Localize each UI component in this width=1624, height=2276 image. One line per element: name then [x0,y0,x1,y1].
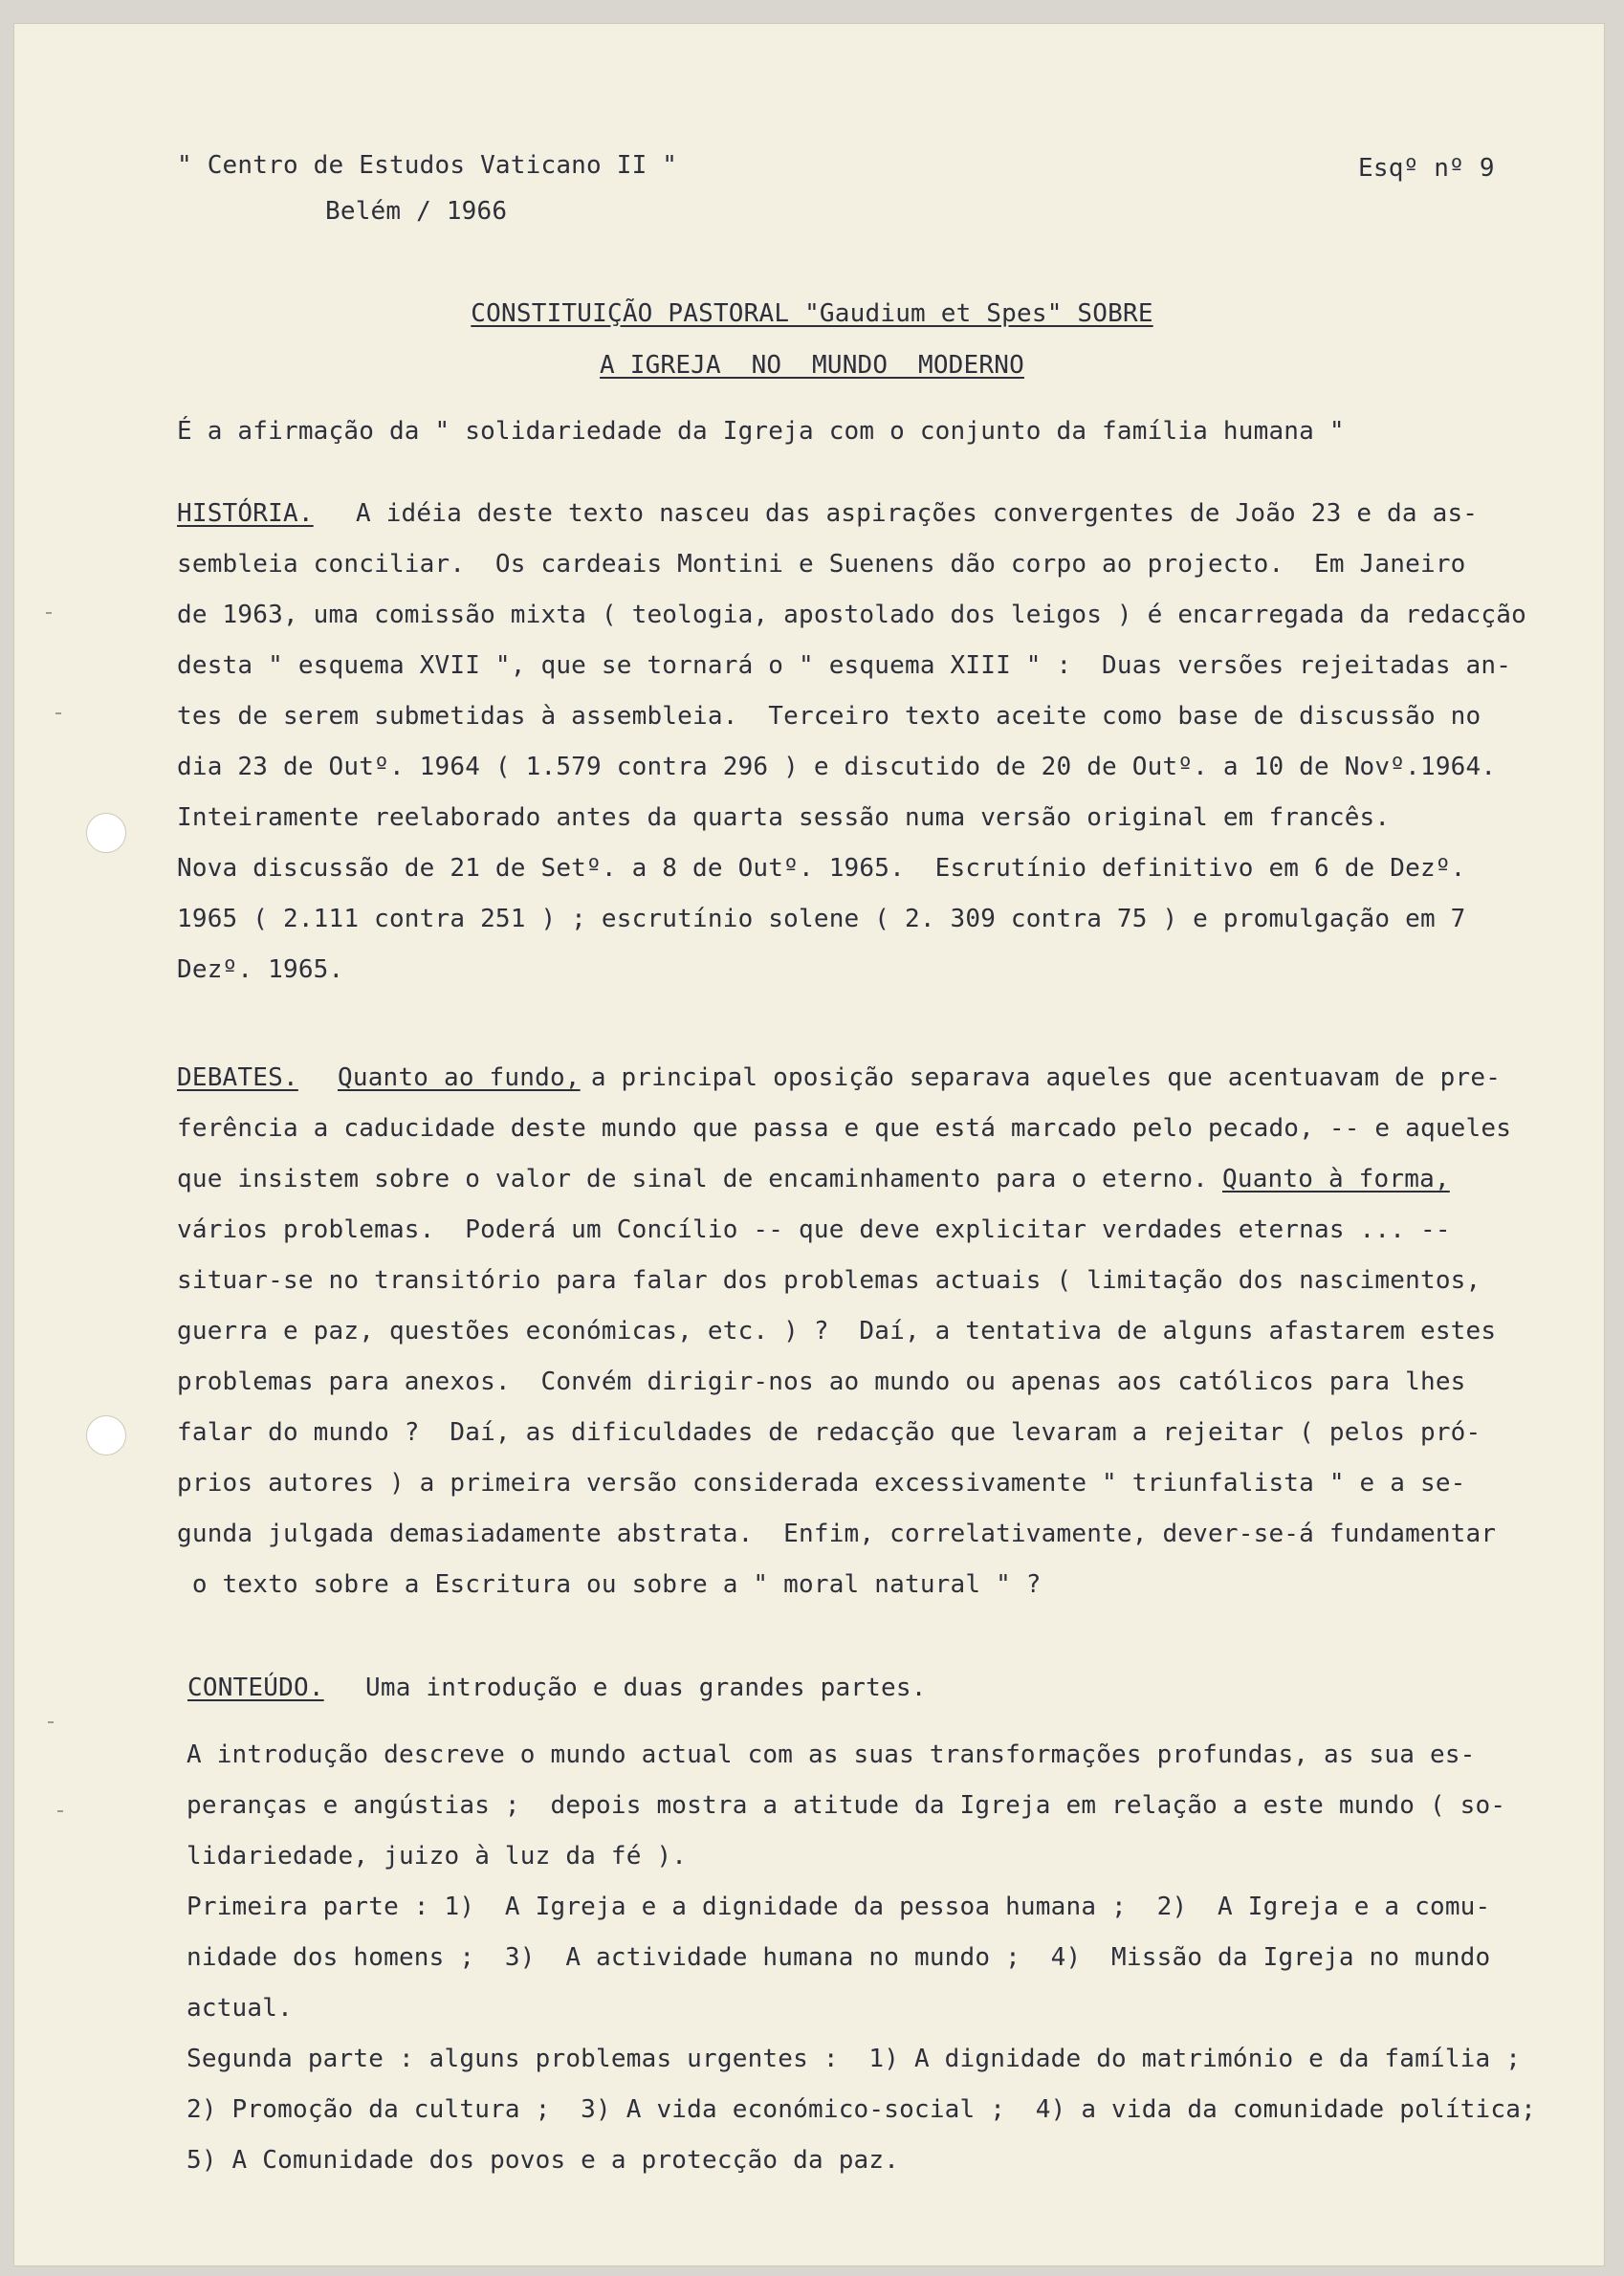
margin-mark [46,612,52,614]
conteudo-line: actual. [187,1994,293,2023]
document-title-line1: CONSTITUIÇÃO PASTORAL "Gaudium et Spes" SOBRE [471,299,1153,328]
historia-line: de 1963, uma comissão mixta ( teologia, apostolado dos leigos ) é encarregada da redacção [177,601,1526,629]
debates-line: guerra e paz, questões económicas, etc. ) ? Daí, a tentativa de alguns afastarem estes [177,1317,1497,1346]
conteudo-line: Segunda parte : alguns problemas urgentes : 1) A dignidade do matrimónio e da família ; [187,2045,1522,2073]
historia-line: A idéia deste texto nasceu das aspirações convergentes de João 23 e da as- [356,499,1479,528]
debates-line: gunda julgada demasiadamente abstrata. Enfim, correlativamente, dever-se-á fundamentar [177,1520,1497,1548]
center-name: " Centro de Estudos Vaticano II " [177,151,678,180]
conteudo-heading: CONTEÚDO. [187,1674,324,1702]
historia-line: dia 23 de Outº. 1964 ( 1.579 contra 296 ) e discutido de 20 de Outº. a 10 de Novº.1964. [177,753,1497,781]
conteudo-summary: Uma introdução e duas grandes partes. [365,1674,927,1702]
conteudo-line: lidariedade, juizo à luz da fé ). [187,1842,688,1871]
intro-statement: É a afirmação da " solidariedade da Igreja com o conjunto da família humana " [177,417,1345,446]
debates-line: a principal oposição separava aqueles que acentuavam de pre- [576,1063,1502,1092]
debates-heading: DEBATES. [177,1063,298,1092]
margin-mark [55,712,61,714]
margin-mark [57,1810,63,1812]
historia-line: Inteiramente reelaborado antes da quarta sessão numa versão original em francês. [177,803,1391,832]
historia-heading: HISTÓRIA. [177,499,314,528]
punch-hole [86,1415,126,1455]
debates-line: que insistem sobre o valor de sinal de encaminhamento para o eterno. [177,1165,1239,1193]
conteudo-line: 2) Promoção da cultura ; 3) A vida económico-social ; 4) a vida da comunidade política; [187,2095,1536,2124]
debates-line: problemas para anexos. Convém dirigir-nos ao mundo ou apenas aos católicos para lhes [177,1368,1466,1396]
debates-forma-label: Quanto à forma, [1222,1165,1450,1193]
debates-line: vários problemas. Poderá um Concílio -- que deve explicitar verdades eternas ... -- [177,1215,1451,1244]
historia-line: Dezº. 1965. [177,955,344,984]
conteudo-line: 5) A Comunidade dos povos e a protecção da paz. [187,2146,900,2175]
historia-line: sembleia conciliar. Os cardeais Montini e Suenens dão corpo ao projecto. Em Janeiro [177,550,1466,579]
historia-line: 1965 ( 2.111 contra 251 ) ; escrutínio solene ( 2. 309 contra 75 ) e promulgação em 7 [177,905,1466,933]
document-reference: Esqº nº 9 [1358,154,1495,183]
historia-line: desta " esquema XVII ", que se tornará o " esquema XIII " : Duas versões rejeitadas an- [177,651,1512,680]
document-title-line2: A IGREJA NO MUNDO MODERNO [600,351,1024,380]
punch-hole [86,813,126,853]
conteudo-line: Primeira parte : 1) A Igreja e a dignidade da pessoa humana ; 2) A Igreja e a comu- [187,1893,1491,1921]
historia-line: tes de serem submetidas à assembleia. Terceiro texto aceite como base de discussão no [177,702,1481,731]
historia-line: Nova discussão de 21 de Setº. a 8 de Outº. 1965. Escrutínio definitivo em 6 de Dezº. [177,854,1466,883]
debates-line: prios autores ) a primeira versão considerada excessivamente " triunfalista " e a se- [177,1469,1466,1498]
conteudo-line: A introdução descreve o mundo actual com as suas transformações profundas, as sua es- [187,1740,1476,1769]
debates-line: situar-se no transitório para falar dos problemas actuais ( limitação dos nascimentos, [177,1266,1481,1295]
conteudo-line: peranças e angústias ; depois mostra a atitude da Igreja em relação a este mundo ( so- [187,1791,1506,1820]
conteudo-line: nidade dos homens ; 3) A actividade humana no mundo ; 4) Missão da Igreja no mundo [187,1943,1491,1972]
debates-fundo-label: Quanto ao fundo, [338,1063,581,1092]
debates-line: falar do mundo ? Daí, as dificuldades de redacção que levaram a rejeitar ( pelos pró- [177,1418,1481,1447]
debates-line: ferência a caducidade deste mundo que passa e que está marcado pelo pecado, -- e aqueles [177,1114,1512,1143]
debates-line: o texto sobre a Escritura ou sobre a " moral natural " ? [177,1570,1042,1599]
place-year: Belém / 1966 [325,197,508,226]
margin-mark [48,1721,54,1723]
